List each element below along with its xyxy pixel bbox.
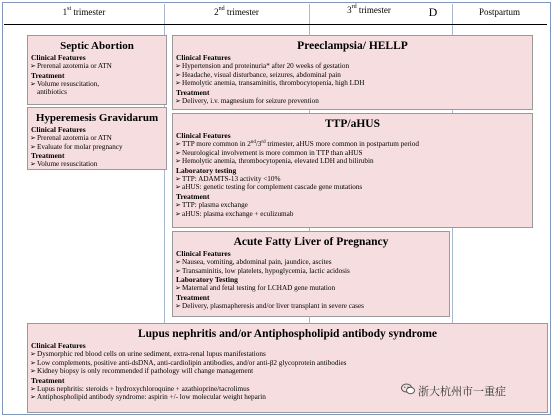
lupus-tx-label: Treatment bbox=[31, 375, 65, 385]
afl-cf-item: ➢Nausea, vomiting, abdominal pain, jaundice, ascites bbox=[175, 258, 332, 266]
ttp-ahus-title: TTP/aHUS bbox=[325, 118, 380, 130]
ttp-cf-item: ➢Hemolytic anemia, thrombocytopenia, elevated LDH and bilirubin bbox=[175, 157, 374, 166]
lupus-tx-item: ➢Antiphospholipid antibody syndrome: aspirin +/- low molecular weight heparin bbox=[30, 393, 266, 402]
ttp-lab-label: Laboratory testing bbox=[176, 165, 237, 175]
hyperemesis-cf-item: ➢Evaluate for molar pregnancy bbox=[30, 142, 123, 151]
wechat-icon bbox=[401, 383, 415, 395]
preeclampsia-tx-label: Treatment bbox=[176, 87, 210, 97]
header-third-trimester: 3rd trimester bbox=[347, 4, 391, 15]
preeclampsia-cf-item: ➢Headache, visual disturbance, seizures, abdominal pain bbox=[175, 70, 341, 79]
afl-lab-label: Laboratory Testing bbox=[176, 275, 238, 285]
lupus-tx-item: ➢Lupus nephritis: steroids + hydroxychloroquine + azathioprine/tacrolimus bbox=[30, 384, 250, 393]
hyperemesis-cf-item: ➢Prerenal azotemia or ATN bbox=[30, 134, 112, 142]
preeclampsia-cf-label: Clinical Features bbox=[176, 53, 231, 62]
afl-tx-item: ➢Delivery, plasmapheresis and/or liver transplant in severe cases bbox=[175, 301, 364, 310]
watermark: 浙大杭州市一重症 bbox=[418, 385, 506, 398]
preeclampsia-box bbox=[172, 35, 533, 110]
lupus-title: Lupus nephritis and/or Antiphospholipid antibody syndrome bbox=[137, 328, 438, 340]
afl-box bbox=[172, 231, 450, 317]
hyperemesis-tx-item: ➢Volume resuscitation bbox=[30, 160, 98, 169]
ttp-cf-label: Clinical Features bbox=[176, 131, 231, 140]
ttp-tx-label: Treatment bbox=[176, 191, 210, 201]
ttp-tx-item: ➢aHUS: plasma exchange + eculizumab bbox=[175, 209, 294, 218]
hyperemesis-box bbox=[27, 107, 167, 170]
preeclampsia-cf-item: ➢Hemolytic anemia, transaminitis, thrombocytopenia, high LDH bbox=[175, 79, 365, 88]
septic-cf-label: Clinical Features bbox=[31, 53, 86, 62]
septic-abortion-box bbox=[27, 35, 167, 105]
lupus-box bbox=[27, 323, 548, 413]
afl-cf-item: ➢Transaminitis, low platelets, hypoglycemia, lactic acidosis bbox=[175, 266, 350, 275]
header-first-trimester: 1st trimester bbox=[62, 6, 106, 17]
lupus-cf-item: ➢Dysmorphic red blood cells on urine sediment, extra-renal lupus manifestations bbox=[30, 350, 266, 358]
septic-tx-label: Treatment bbox=[31, 70, 65, 80]
afl-lab-item: ➢Maternal and fetal testing for LCHAD gene mutation bbox=[175, 284, 336, 293]
lupus-cf-item: ➢Kidney biopsy is only recommended if pathology will change management bbox=[30, 367, 254, 376]
ttp-cf-item: ➢Neurological involvement is more common in TTP than aHUS bbox=[175, 148, 363, 157]
preeclampsia-title: Preeclampsia/ HELLP bbox=[297, 40, 408, 52]
septic-tx-item: ➢Volume resuscitation, bbox=[30, 79, 100, 88]
septic-tx-item-cont: antibiotics bbox=[37, 88, 67, 97]
timeline-axis bbox=[4, 24, 547, 25]
lupus-cf-label: Clinical Features bbox=[31, 341, 86, 350]
afl-title: Acute Fatty Liver of Pregnancy bbox=[233, 236, 389, 248]
septic-cf-item: ➢Prerenal azotemia or ATN bbox=[30, 62, 112, 70]
hyperemesis-tx-label: Treatment bbox=[31, 151, 65, 161]
preeclampsia-cf-item: ➢Hypertension and proteinuria* after 20 weeks of gestation bbox=[175, 62, 350, 70]
afl-cf-label: Clinical Features bbox=[176, 249, 231, 258]
ttp-lab-item: ➢aHUS: genetic testing for complement cascade gene mutations bbox=[175, 183, 363, 192]
ttp-ahus-box bbox=[172, 113, 533, 228]
header-delivery: D bbox=[428, 5, 438, 19]
preeclampsia-tx-item: ➢Delivery, i.v. magnesium for seizure prevention bbox=[175, 96, 319, 105]
septic-abortion-title: Septic Abortion bbox=[60, 40, 134, 52]
hyperemesis-cf-label: Clinical Features bbox=[31, 125, 86, 134]
ttp-cf-item: ➢TTP more common in 2nd/3rd trimester, aHUS more common in postpartum period bbox=[175, 140, 419, 148]
lupus-cf-item: ➢Low complements, positive anti-dsDNA, anti-cardiolipin antibodies, and/or anti-β2 glycoprotein antibodies bbox=[30, 358, 347, 367]
afl-tx-label: Treatment bbox=[176, 292, 210, 302]
ttp-tx-item: ➢TTP: plasma exchange bbox=[175, 200, 248, 209]
header-postpartum: Postpartum bbox=[478, 7, 520, 17]
ttp-lab-item: ➢TTP: ADAMTS-13 activity <10% bbox=[175, 174, 281, 183]
hyperemesis-title: Hyperemesis Gravidarum bbox=[35, 112, 159, 124]
header-second-trimester: 2nd trimester bbox=[214, 6, 259, 17]
